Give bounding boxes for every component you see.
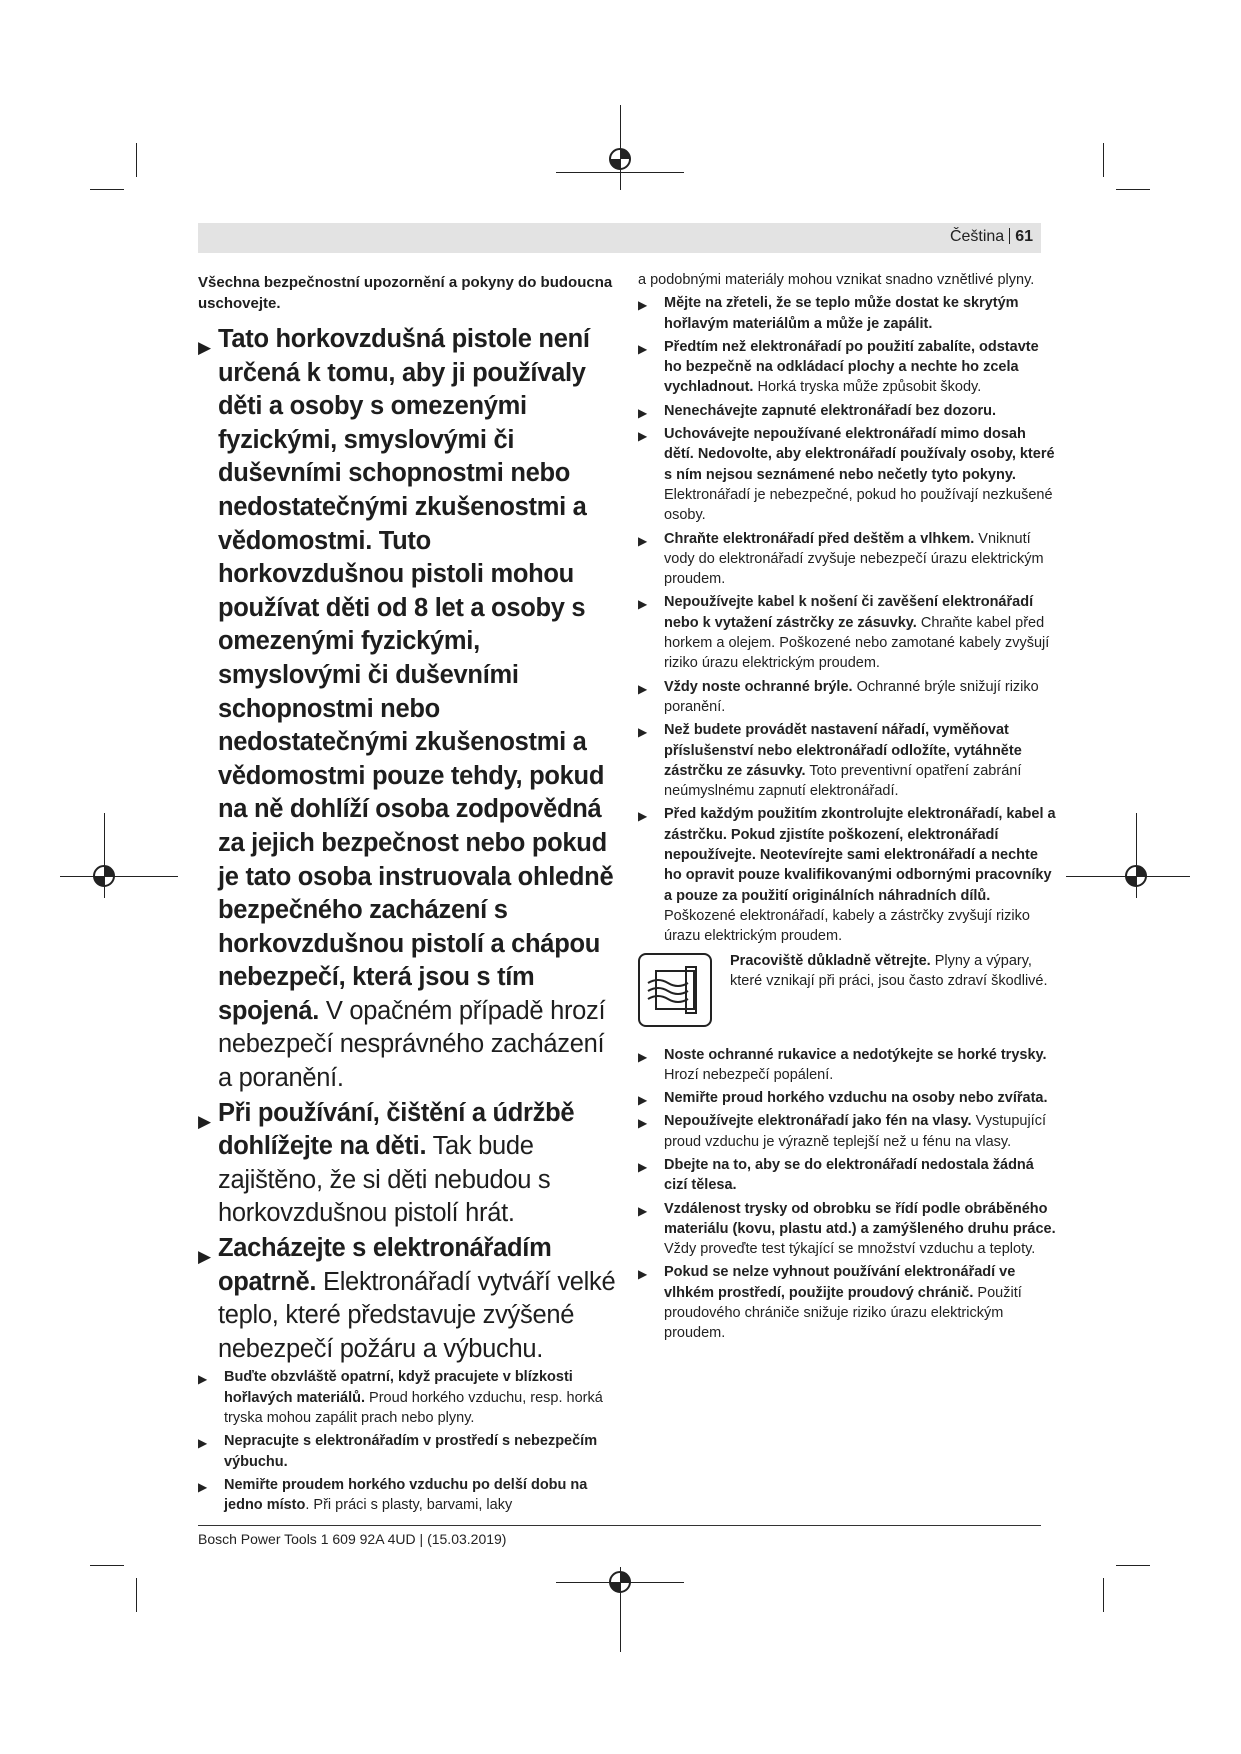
bullet-arrow-icon: ▶ [198, 1247, 211, 1267]
safety-item [638, 1262, 1058, 1343]
item-bold: Nemiřte proudem horkého vzduchu po delší dobu na jedno místo [224, 1476, 588, 1514]
safety-item-large [198, 323, 618, 1096]
item-bold: Nepoužívejte elektronářadí jako fén na vlasy. [664, 1113, 972, 1130]
section-title: Čeština [949, 228, 1005, 245]
item-text: Použití proudového chrániče snižuje riziko úrazu elektrickým proudem. [664, 1284, 1022, 1342]
safety-item [198, 1367, 618, 1428]
crop-mark [1116, 189, 1150, 190]
page-number: 61 [1015, 228, 1033, 245]
safety-item [638, 529, 1058, 590]
continued-text: a podobnými materiály mohou vznikat snadno vznětlivé plyny. [638, 272, 1035, 288]
bullet-arrow-icon: ▶ [198, 1436, 208, 1451]
bullet-arrow-icon: ▶ [198, 1111, 211, 1131]
item-bold: Noste ochranné rukavice a nedotýkejte se horké trysky. [664, 1046, 1047, 1063]
registration-mark-icon [606, 1568, 634, 1596]
safety-item-large [198, 1097, 618, 1231]
item-bold: Nepoužívejte kabel k nošení či zavěšení elektronářadí nebo k vytažení zástrčky ze zásuvky. [664, 594, 1034, 631]
bullet-arrow-icon: ▶ [638, 1116, 648, 1131]
bullet-arrow-icon: ▶ [638, 429, 648, 444]
page-footer: Bosch Power Tools 1 609 92A 4UD | (15.03.2019) [198, 1531, 507, 1547]
safety-item-large [198, 1232, 618, 1366]
item-bold: Nemiřte proud horkého vzduchu na osoby nebo zvířata. [664, 1090, 1048, 1107]
bullet-arrow-icon: ▶ [638, 405, 648, 420]
bullet-arrow-icon: ▶ [198, 1479, 208, 1494]
item-bold: Pracoviště důkladně větrejte. [730, 952, 931, 969]
safety-item [638, 337, 1058, 398]
item-bold: Nenechávejte zapnuté elektronářadí bez dozoru. [664, 402, 996, 419]
safety-item [638, 1045, 1058, 1086]
item-text: V opačném případě hrozí nebezpečí nesprávného zacházení a poranění. [218, 996, 606, 1093]
registration-mark-icon [1122, 862, 1150, 890]
bullet-arrow-icon: ▶ [638, 1203, 648, 1218]
bullet-arrow-icon: ▶ [638, 1049, 648, 1064]
registration-mark-icon [90, 862, 118, 890]
item-bold: Vždy noste ochranné brýle. [664, 678, 853, 695]
item-bold: Tato horkovzdušná pistole není určená k tomu, aby ji používaly děti a osoby s omezenými fyzickými, smyslovými či duševními schopnostmi nebo nedostatečnými zkušenostmi a vědomostmi. Tuto horkovzdušnou pistoli mohou používat děti od 8 let a osoby s omezenými fyzickými, smyslovými či duševními schopnostmi nebo nedostatečnými zkušenostmi a vědomostmi pouze tehdy, pokud na ně dohlíží osoba zodpovědná za jejich bezpečnost nebo pokud je tato osoba instruovala ohledně bezpečného zacházení s horkovzdušnou pistolí a chápou nebezpečí, která jsou s tím spojená. [218, 325, 614, 1025]
safety-item [638, 1111, 1058, 1152]
crop-mark [136, 143, 137, 177]
safety-item [638, 720, 1058, 801]
item-text: Vniknutí vody do elektronářadí zvyšuje nebezpečí úrazu elektrickým proudem. [664, 530, 1044, 588]
item-bold: Při používání, čištění a údržbě dohlížejte na děti. [218, 1098, 575, 1161]
bullet-arrow-icon: ▶ [638, 809, 648, 824]
item-bold: Mějte na zřeteli, že se teplo může dostat ke skrytým hořlavým materiálům a může je zapálit. [664, 295, 1019, 332]
crop-mark [1116, 1565, 1150, 1566]
item-bold: Před každým použitím zkontrolujte elektronářadí, kabel a zástrčku. Pokud zjistíte poškození, elektronářadí nepoužívejte. Neotevírejte sami elektronářadí a nechte ho opravit pouze kvalifikovanými odbornými pracovníky a pouze za použití originálních náhradních dílů. [664, 806, 1056, 904]
bullet-arrow-icon: ▶ [638, 341, 648, 356]
registration-line [60, 876, 178, 877]
item-text: Hrozí nebezpečí popálení. [664, 1066, 834, 1083]
item-text: Proud horkého vzduchu, resp. horká tryska mohou zapálit prach nebo plyny. [224, 1389, 603, 1426]
item-bold: Než budete provádět nastavení nářadí, vyměňovat příslušenství nebo elektronářadí odložíte, vytáhněte zástrčku ze zásuvky. [664, 722, 1022, 779]
item-text: Ochranné brýle snižují riziko poranění. [664, 678, 1039, 715]
item-text: Vystupující proud vzduchu je výrazně teplejší než u fénu na vlasy. [664, 1113, 1046, 1150]
bullet-arrow-icon: ▶ [638, 533, 648, 548]
item-text: Elektronářadí vytváří velké teplo, které představuje zvýšené nebezpečí požáru a výbuchu. [218, 1267, 616, 1363]
bullet-arrow-icon: ▶ [638, 1093, 648, 1108]
ventilation-icon [638, 953, 712, 1027]
crop-mark [1103, 1578, 1104, 1612]
safety-item [638, 424, 1058, 525]
bullet-arrow-icon: ▶ [638, 725, 648, 740]
safety-item [638, 1199, 1058, 1260]
crop-mark [1103, 143, 1104, 177]
header-text [950, 228, 1033, 246]
item-bold: Předtím než elektronářadí po použití zabalíte, odstavte ho bezpečně na odkládací plochy a nechte ho zcela vychladnout. [664, 338, 1039, 396]
bullet-arrow-icon: ▶ [638, 1159, 648, 1174]
bullet-arrow-icon: ▶ [638, 298, 648, 313]
item-text: Vždy proveďte test týkající se množství vzduchu a teploty. [664, 1241, 1036, 1258]
bullet-arrow-icon: ▶ [198, 1372, 208, 1387]
safety-item [638, 592, 1058, 673]
crop-mark [90, 1565, 124, 1566]
item-bold: Dbejte na to, aby se do elektronářadí nedostala žádná cizí tělesa. [664, 1156, 1034, 1194]
ventilation-notice [638, 951, 1058, 1039]
item-bold: Buďte obzvláště opatrní, když pracujete v blízkosti hořlavých materiálů. [224, 1369, 573, 1406]
safety-item [638, 1088, 1058, 1108]
item-text: Elektronářadí je nebezpečné, pokud ho používají nezkušené osoby. [664, 486, 1053, 524]
bullet-arrow-icon: ▶ [638, 681, 648, 696]
safety-item [638, 1155, 1058, 1196]
item-bold: Zacházejte s elektronářadím opatrně. [218, 1234, 552, 1296]
bullet-arrow-icon: ▶ [198, 338, 211, 357]
item-text: Toto preventivní opatření zabrání neúmyslnému zapnutí elektronářadí. [664, 762, 1022, 800]
item-text: . Při práci s plasty, barvami, laky [305, 1497, 513, 1514]
ventilation-text [730, 951, 1050, 992]
item-text: Tak bude zajištěno, že si děti nebudou s horkovzdušnou pistolí hrát. [218, 1132, 551, 1228]
safety-item [638, 293, 1058, 334]
header-divider [1009, 228, 1010, 244]
crop-mark [90, 189, 124, 190]
item-text: Poškozené elektronářadí, kabely a zástrčky zvyšují riziko úrazu elektrickým proudem. [664, 907, 1030, 945]
item-bold: Chraňte elektronářadí před deštěm a vlhkem. [664, 530, 975, 547]
item-text: Horká tryska může způsobit škody. [753, 379, 982, 396]
item-bold: Pokud se nelze vyhnout používání elektronářadí ve vlhkém prostředí, použijte proudový chránič. [664, 1264, 1016, 1301]
safety-item [638, 401, 1058, 421]
right-column [638, 270, 1058, 1347]
safety-item [198, 1431, 618, 1472]
intro-note: Všechna bezpečnostní upozornění a pokyny do budoucna uschovejte. [198, 274, 613, 312]
footer-divider [198, 1525, 1041, 1526]
safety-item [638, 804, 1058, 946]
crop-mark [136, 1578, 137, 1612]
safety-item [198, 1475, 618, 1516]
bullet-arrow-icon: ▶ [638, 1267, 648, 1282]
page-header [198, 223, 1041, 253]
item-text: Plyny a výpary, které vznikají při práci, jsou často zdraví škodlivé. [730, 952, 1048, 989]
bullet-arrow-icon: ▶ [638, 597, 648, 612]
item-bold: Vzdálenost trysky od obrobku se řídí podle obráběného materiálu (kovu, plastu atd.) a zamýšleného druhu práce. [664, 1200, 1056, 1237]
registration-mark-icon [606, 145, 634, 173]
item-bold: Nepracujte s elektronářadím v prostředí s nebezpečím výbuchu. [224, 1433, 598, 1470]
item-bold: Uchovávejte nepoužívané elektronářadí mimo dosah dětí. Nedovolte, aby elektronářadí používaly osoby, které s ním nejsou seznámené nebo nečetly tyto pokyny. [664, 426, 1055, 483]
item-text: Chraňte kabel před horkem a olejem. Poškozené nebo zamotané kabely zvyšují riziko úrazu elektrickým proudem. [664, 614, 1050, 672]
left-column [198, 272, 618, 1518]
safety-item [638, 677, 1058, 718]
